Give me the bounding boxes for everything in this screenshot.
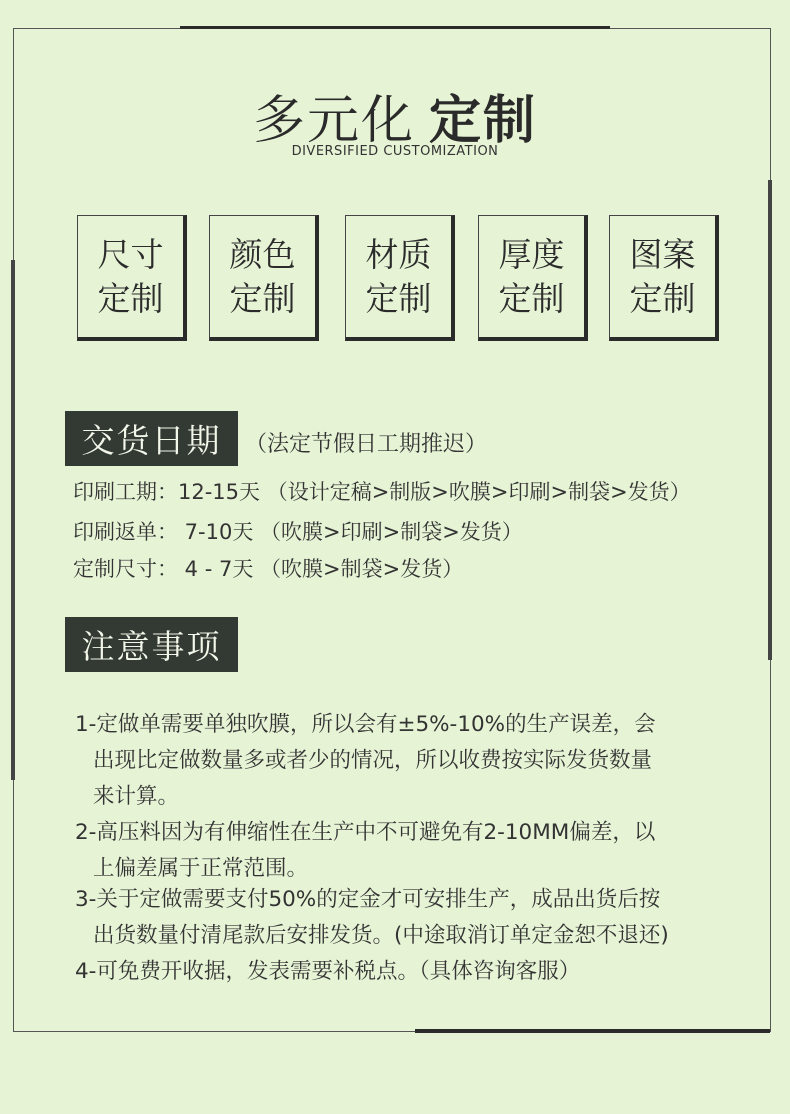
title-bold: 定制 (429, 91, 538, 151)
frame-accent-right (768, 180, 772, 660)
note-line: 出现比定做数量多或者少的情况，所以收费按实际发货数量 (93, 748, 653, 773)
note-line: 来计算。 (93, 784, 180, 809)
option-label: 颜色 (229, 234, 296, 274)
delivery-line: 定制尺寸： 4 - 7天 （吹膜>制袋>发货） (73, 557, 464, 581)
option-label: 定制 (229, 278, 296, 318)
option-label: 定制 (629, 278, 696, 318)
note-line: 3-关于定做需要支付50%的定金才可安排生产，成品出货后按 (75, 887, 661, 912)
option-label: 定制 (498, 278, 565, 318)
note-line: 2-高压料因为有伸缩性在生产中不可避免有2-10MM偏差，以 (75, 820, 656, 845)
page-subtitle: DIVERSIFIED CUSTOMIZATION (291, 144, 499, 159)
option-label: 定制 (365, 278, 432, 318)
option-label: 厚度 (498, 234, 565, 274)
delivery-heading: 交货日期 (65, 411, 238, 466)
notes-heading: 注意事项 (65, 617, 238, 672)
page-title (0, 78, 790, 153)
option-label: 定制 (97, 278, 164, 318)
delivery-line: 印刷返单： 7-10天 （吹膜>印刷>制袋>发货） (73, 520, 523, 544)
note-line: 出货数量付清尾款后安排发货。(中途取消订单定金恕不退还) (93, 923, 669, 948)
option-pattern (609, 215, 719, 341)
note-line: 4-可免费开收据，发表需要补税点。（具体咨询客服） (75, 959, 581, 984)
option-thickness (478, 215, 588, 341)
option-color (209, 215, 319, 341)
frame-accent-bottom (415, 1029, 770, 1033)
option-label: 材质 (365, 234, 432, 274)
delivery-note: （法定节假日工期推迟） (245, 432, 488, 457)
option-label: 图案 (629, 234, 696, 274)
option-size (77, 215, 187, 341)
note-line: 1-定做单需要单独吹膜，所以会有±5%-10%的生产误差，会 (75, 712, 656, 737)
note-line: 上偏差属于正常范围。 (93, 856, 309, 881)
delivery-line: 印刷工期：12-15天 （设计定稿>制版>吹膜>印刷>制袋>发货） (73, 480, 691, 504)
frame-accent-left (11, 260, 15, 780)
option-material (345, 215, 455, 341)
frame-accent-top (180, 26, 610, 29)
title-light: 多元化 (252, 91, 415, 151)
option-label: 尺寸 (97, 234, 164, 274)
